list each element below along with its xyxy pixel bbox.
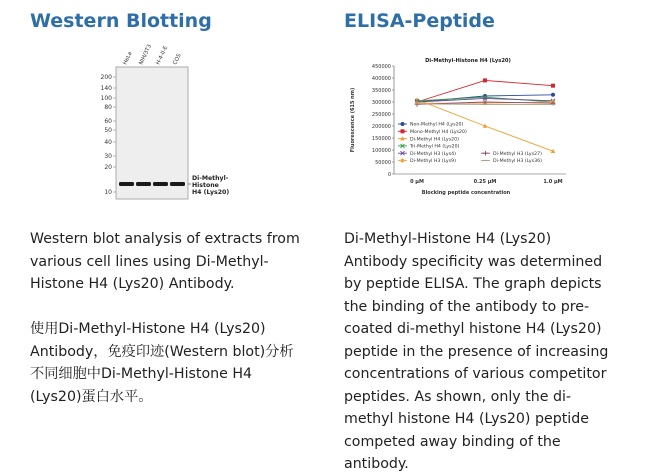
elisa-caption [344, 228, 639, 476]
y-tick-label: 400000 [372, 76, 391, 82]
legend-label: Non-Methyl H4 (Lys20) [410, 122, 464, 128]
y-tick-label: 300000 [372, 100, 391, 106]
chart-title: Di-Methyl-Histone H4 (Lys20) [425, 58, 511, 64]
y-tick-label: 100000 [372, 148, 391, 154]
blot-band [170, 182, 185, 186]
legend-item [481, 158, 542, 164]
marker-label: 10 [104, 189, 112, 196]
elisa-caption-line: Di-Methyl-Histone H4 (Lys20) [344, 228, 639, 251]
y-tick-label: 350000 [372, 88, 391, 94]
y-axis-label: Fluorescence (615 nm) [350, 88, 356, 153]
data-point [401, 129, 405, 133]
legend-label: Mono-Methyl H4 (Lys20) [410, 129, 467, 135]
elisa-heading: ELISA-Peptide [344, 10, 495, 32]
marker-label: 60 [104, 118, 112, 125]
y-tick-label: 50000 [375, 160, 391, 166]
legend-item [481, 151, 542, 157]
data-point [483, 151, 488, 156]
blot-band [153, 182, 168, 186]
elisa-caption-line: concentrations of various competitor [344, 363, 639, 386]
band-label: Di-Methyl- [192, 175, 229, 182]
legend-label: Di-Methyl H3 (Lys9) [410, 158, 456, 164]
data-point [551, 84, 555, 88]
western-caption-zh [30, 318, 325, 408]
marker-label: 200 [101, 74, 113, 81]
lane-label: HeLa [122, 51, 133, 66]
marker-label: 50 [104, 127, 112, 134]
western-blot-heading: Western Blotting [30, 10, 212, 32]
western-caption-en-line: Histone H4 (Lys20) Antibody. [30, 273, 325, 296]
elisa-chart [344, 55, 574, 205]
legend-label: Di-Methyl H3 (Lys4) [410, 151, 456, 157]
western-caption-zh-line: 使用Di-Methyl-Histone H4 (Lys20) [30, 318, 325, 341]
marker-label: 30 [104, 153, 112, 160]
marker-label: 40 [104, 139, 112, 146]
legend-item [398, 129, 467, 135]
western-caption-zh-line: Antibody，免疫印迹(Western blot)分析 [30, 341, 325, 364]
y-tick-label: 250000 [372, 112, 391, 118]
lane-label: COS [172, 52, 183, 65]
western-caption-zh-line: (Lys20)蛋白水平。 [30, 386, 325, 409]
legend-item [398, 151, 456, 157]
elisa-caption-line: coated di-methyl histone H4 (Lys20) [344, 318, 639, 341]
lane-label: H-4-II-E [155, 45, 169, 66]
blot-band [119, 182, 134, 186]
legend-item [398, 158, 456, 164]
legend-label: Di-Methyl H4 (Lys20) [410, 136, 459, 142]
data-point [551, 93, 555, 97]
western-caption-en-line: Western blot analysis of extracts from [30, 228, 325, 251]
marker-label: 140 [101, 85, 113, 92]
band-label: H4 (Lys20) [192, 189, 229, 196]
western-caption-en-line: various cell lines using Di-Methyl- [30, 251, 325, 274]
data-point [401, 122, 405, 126]
legend-item [398, 122, 464, 128]
data-point [401, 159, 405, 163]
elisa-caption-line: antibody. [344, 453, 639, 476]
x-tick-label: 1.0 μM [543, 179, 562, 185]
legend-label: Di-Methyl H3 (Lys36) [493, 158, 542, 164]
x-axis-label: Blocking peptide concentration [422, 190, 511, 196]
elisa-caption-line: the binding of the antibody to pre- [344, 296, 639, 319]
marker-label: 20 [104, 164, 112, 171]
band-label: Histone [192, 182, 219, 189]
blot-band [136, 182, 151, 186]
legend-item [398, 144, 460, 150]
elisa-caption-line: peptide in the presence of increasing [344, 341, 639, 364]
y-tick-label: 200000 [372, 124, 391, 130]
y-tick-label: 450000 [372, 64, 391, 70]
marker-label: 80 [104, 104, 112, 111]
legend-label: Tri-Methyl H4 (Lys20) [409, 144, 460, 150]
western-caption-zh-line: 不同细胞中Di-Methyl-Histone H4 [30, 363, 325, 386]
legend-label: Di-Methyl H3 (Lys27) [493, 151, 542, 157]
y-tick-label: 150000 [372, 136, 391, 142]
x-tick-label: 0 μM [410, 179, 424, 185]
legend-item [398, 136, 459, 142]
western-blot-image [80, 55, 280, 205]
elisa-caption-line: peptides. As shown, only the di- [344, 386, 639, 409]
elisa-caption-line: methyl histone H4 (Lys20) peptide [344, 408, 639, 431]
data-point [483, 78, 487, 82]
x-tick-label: 0.25 μM [474, 179, 497, 185]
lane-label: NIH/3T3 [138, 44, 153, 66]
elisa-caption-line: by peptide ELISA. The graph depicts [344, 273, 639, 296]
marker-label: 100 [101, 95, 113, 102]
elisa-caption-line: competed away binding of the [344, 431, 639, 454]
y-tick-label: 0 [388, 172, 391, 178]
western-caption-en [30, 228, 325, 296]
elisa-caption-line: Antibody specificity was determined [344, 251, 639, 274]
blot-membrane [116, 67, 188, 199]
